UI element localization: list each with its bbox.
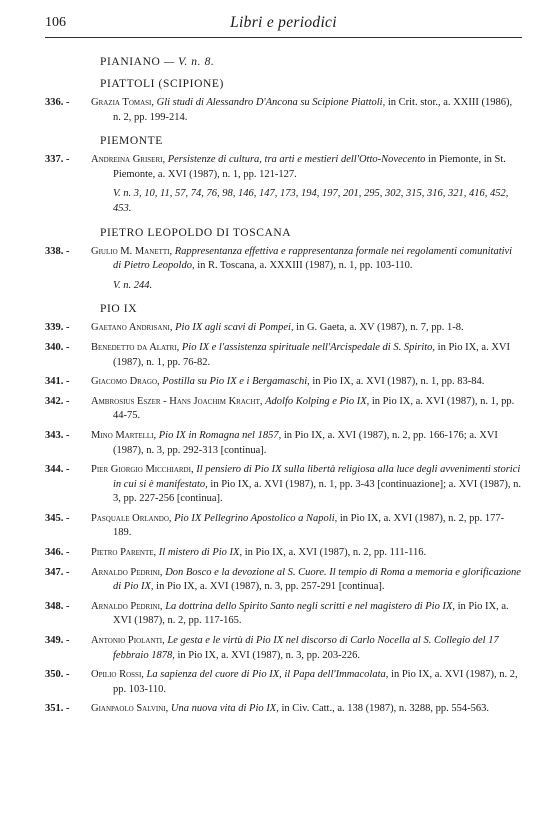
entry-347: 347. - Arnaldo Pedrini, Don Bosco e la devozione al S. Cuore. Il tempio di Roma a memoria e glorificazione di Pio IX, in Pio IX, a. XVI (1987), n. 3, pp. 257-291 [continua].: [45, 566, 521, 593]
entry-350: 350. - Opilio Rossi, La sapienza del cuore di Pio IX, il Papa dell'Immacolata, in Pio IX, a. XVI (1987), n. 2, pp. 103-110.: [45, 669, 518, 695]
entry-342: 342. - Ambrosius Eszer - Hans Joachim Kracht, Adolfo Kolping e Pio IX, in Pio IX, a. XVI (1987), n. 1, pp. 44-75.: [45, 395, 515, 422]
ref-pietro: V. n. 244.: [113, 279, 153, 291]
entry-339: 339. - Gaetano Andrisani, Pio IX agli scavi di Pompei, in G. Gaeta, a. XV (1987), n. 7, pp. 1-8.: [45, 322, 464, 334]
heading-pietro-leopoldo: PIETRO LEOPOLDO DI TOSCANA: [100, 226, 292, 239]
heading-piemonte: PIEMONTE: [100, 135, 163, 148]
ref-piemonte: V. n. 3, 10, 11, 57, 74, 76, 98, 146, 147, 173, 194, 197, 201, 295, 302, 315, 316, 321, 416, 452, 453.: [113, 188, 509, 214]
entry-340: 340. - Benedetto da Alatri, Pio IX e l'assistenza spirituale nell'Arcispedale di S. Spirito, in Pio IX, a. XVI (1987), n. 1, pp. 76-82.: [45, 341, 510, 368]
page-header: [45, 13, 522, 38]
entry-346: 346. - Pietro Parente, Il mistero di Pio IX, in Pio IX, a. XVI (1987), n. 2, pp. 111-116.: [45, 547, 427, 559]
entry-341: 341. - Giacomo Drago, Postilla su Pio IX e i Bergamaschi, in Pio IX, a. XVI (1987), n. 1, pp. 83-84.: [45, 376, 485, 388]
entry-344: 344. - Pier Giorgio Micchiardi, Il pensiero di Pio IX sulla libertà religiosa alla luce degli avvenimenti storici in cui si è manifestato, in Pio IX, a. XVI (1987), n. 1, pp. 3-43 [continuazione]; a. XVI (1987), n. 3, pp. 227-256 [continua].: [45, 464, 521, 505]
entry-349: 349. - Antonio Piolanti, Le gesta e le virtù di Pio IX nel discorso di Carlo Nocella al S. Collegio del 17 febbraio 1878, in Pio IX, a. XVI (1987), n. 3, pp. 203-226.: [45, 635, 499, 661]
entry-351: 351. - Gianpaolo Salvini, Una nuova vita di Pio IX, in Civ. Catt., a. 138 (1987), n. 3288, pp. 554-563.: [45, 703, 489, 715]
entry-343: 343. - Mino Martelli, Pio IX in Romagna nel 1857, in Pio IX, a. XVI (1987), n. 2, pp. 166-176; a. XVI (1987), n. 3, pp. 292-313 [continua].: [45, 429, 498, 456]
heading-pio-ix: PIO IX: [100, 303, 138, 316]
heading-pianiano: PIANIANO — V. n. 8.: [100, 56, 215, 68]
page-number: 106: [45, 15, 66, 30]
running-title: Libri e periodici: [230, 14, 337, 31]
entry-337: 337. - Andreina Griseri, Persistenze di cultura, tra arti e mestieri dell'Otto-Novecento in Piemonte, in St. Piemonte, a. XVI (1987), n. 1, pp. 121-127.: [45, 154, 506, 180]
entry-348: 348. - Arnaldo Pedrini, La dottrina dello Spirito Santo negli scritti e nel magistero di Pio IX, in Pio IX, a. XVI (1987), n. 2, pp. 117-165.: [45, 600, 509, 627]
heading-piattoli: PIATTOLI (SCIPIONE): [100, 78, 224, 90]
entry-336: 336. - Grazia Tomasi, Gli studi di Alessandro D'Ancona su Scipione Piattoli, in Crit. stor., a. XXIII (1986), n. 2, pp. 199-214.: [45, 97, 513, 123]
entry-345: 345. - Pasquale Orlando, Pio IX Pellegrino Apostolico a Napoli, in Pio IX, a. XVI (1987), n. 2, pp. 177-189.: [45, 512, 505, 539]
entry-338: 338. - Giulio M. Manetti, Rappresentanza effettiva e rappresentanza formale nei regolamenti comunitativi di Pietro Leopoldo, in R. Toscana, a. XXXIII (1987), n. 1, pp. 103-110.: [45, 245, 513, 272]
bibliography: [45, 56, 522, 722]
